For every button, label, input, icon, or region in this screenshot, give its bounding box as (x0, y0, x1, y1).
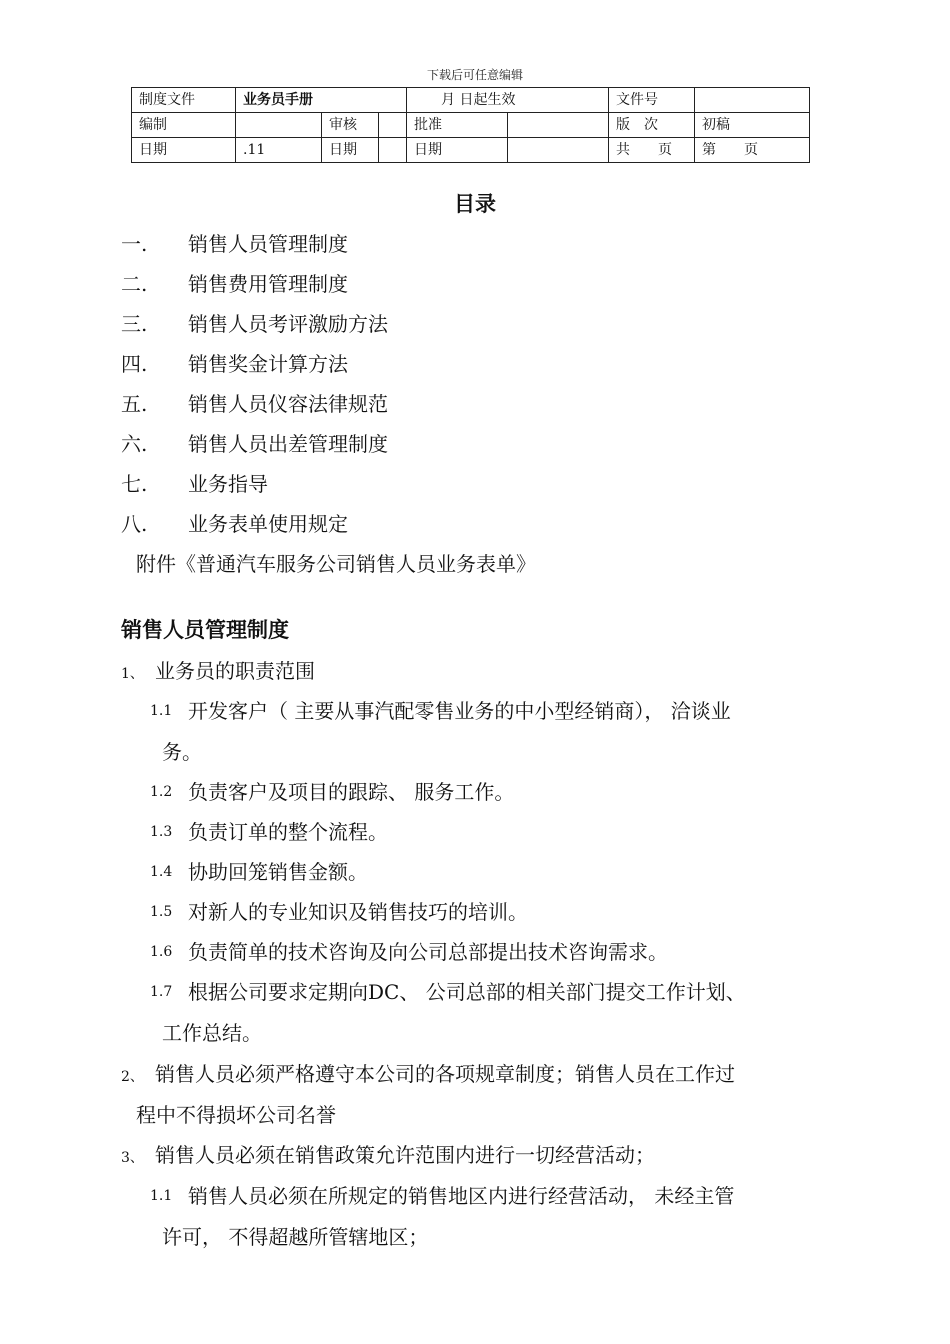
toc-item-text: 销售人员出差管理制度 (188, 432, 388, 456)
paragraph-number: 3、 (121, 1150, 144, 1166)
cell-page-no: 第 页 (695, 138, 810, 163)
paragraph-number: 1、 (121, 666, 144, 682)
toc-item-text: 销售奖金计算方法 (188, 352, 348, 376)
toc-item-number: 四. (121, 352, 148, 376)
sub-item-text-continued: 工作总结。 (162, 1021, 262, 1045)
toc-item-number: 一. (121, 232, 148, 256)
toc-item (0, 228, 950, 258)
toc-item-text: 销售人员仪容法律规范 (188, 392, 388, 416)
paragraph-text-continued: 程中不得损坏公司名誉 (136, 1103, 336, 1127)
cell-label-date-2: 日期 (322, 138, 379, 163)
cell-compile (236, 113, 322, 138)
sub-item-text: 负责简单的技术咨询及向公司总部提出技术咨询需求。 (188, 940, 668, 964)
header-row-1 (132, 88, 810, 113)
cell-total-pages: 共 页 (609, 138, 695, 163)
toc-title: 目录 (454, 192, 496, 216)
toc-item (0, 508, 950, 538)
toc-item (0, 388, 950, 418)
sub-item-number: 1.2 (150, 784, 173, 800)
sub-item-number: 1.4 (150, 864, 173, 880)
cell-effective-date: 月 日起生效 (407, 88, 609, 113)
toc-item-text: 销售费用管理制度 (188, 272, 348, 296)
toc-item-number: 五. (121, 392, 148, 416)
toc-item (0, 348, 950, 378)
sub-item-text-continued: 务。 (162, 740, 202, 764)
sub-item-text: 根据公司要求定期向DC、 公司总部的相关部门提交工作计划、 (188, 980, 746, 1004)
cell-label-file-no: 文件号 (609, 88, 695, 113)
header-row-3 (132, 138, 810, 163)
sub-item-text-continued: 许可， 不得超越所管辖地区； (162, 1225, 429, 1249)
sub-item-number: 1.3 (150, 824, 173, 840)
sub-item-text: 协助回笼销售金额。 (188, 860, 368, 884)
download-note: 下载后可任意编辑 (426, 68, 523, 82)
cell-label-review: 审核 (322, 113, 379, 138)
toc-appendix: 附件《普通汽车服务公司销售人员业务表单》 (136, 552, 536, 576)
cell-date-1: .11 (236, 138, 322, 163)
cell-manual-title: 业务员手册 (236, 88, 407, 113)
sub-item-text: 对新人的专业知识及销售技巧的培训。 (188, 900, 528, 924)
cell-label-version: 版 次 (609, 113, 695, 138)
sub-item-text: 销售人员必须在所规定的销售地区内进行经营活动， 未经主管 (188, 1184, 735, 1208)
paragraph-number: 2、 (121, 1069, 144, 1085)
toc-item-text: 销售人员管理制度 (188, 232, 348, 256)
toc-item-number: 二. (121, 272, 148, 296)
cell-label-date-1: 日期 (132, 138, 236, 163)
toc-item-text: 业务指导 (188, 472, 268, 496)
cell-label-policy: 制度文件 (132, 88, 236, 113)
cell-review (379, 113, 407, 138)
sub-item-number: 1.1 (150, 1188, 173, 1204)
toc-item-number: 六. (121, 432, 148, 456)
sub-item-number: 1.7 (150, 984, 173, 1000)
sub-item-text: 开发客户（ 主要从事汽配零售业务的中小型经销商）， 洽谈业 (188, 699, 731, 723)
sub-item-number: 1.5 (150, 904, 173, 920)
sub-item-number: 1.6 (150, 944, 173, 960)
cell-date-2 (379, 138, 407, 163)
paragraph-text: 业务员的职责范围 (155, 659, 315, 683)
toc-item (0, 268, 950, 298)
toc-item-number: 七. (121, 472, 148, 496)
toc-item (0, 468, 950, 498)
toc-item (0, 428, 950, 458)
cell-label-compile: 编制 (132, 113, 236, 138)
paragraph-text: 销售人员必须在销售政策允许范围内进行一切经营活动； (155, 1143, 655, 1167)
cell-file-no (695, 88, 810, 113)
sub-item-number: 1.1 (150, 703, 173, 719)
document-header-table (131, 87, 810, 163)
cell-label-date-3: 日期 (407, 138, 508, 163)
cell-date-3 (508, 138, 609, 163)
toc-item (0, 308, 950, 338)
sub-item-text: 负责客户及项目的跟踪、 服务工作。 (188, 780, 515, 804)
toc-item-text: 销售人员考评激励方法 (188, 312, 388, 336)
paragraph-text: 销售人员必须严格遵守本公司的各项规章制度；销售人员在工作过 (155, 1062, 735, 1086)
section-heading: 销售人员管理制度 (121, 618, 289, 642)
toc-item-number: 三. (121, 312, 148, 336)
header-row-2 (132, 113, 810, 138)
cell-approve (508, 113, 609, 138)
cell-version: 初稿 (695, 113, 810, 138)
toc-item-text: 业务表单使用规定 (188, 512, 348, 536)
toc-item-number: 八. (121, 512, 148, 536)
sub-item-text: 负责订单的整个流程。 (188, 820, 388, 844)
cell-label-approve: 批准 (407, 113, 508, 138)
